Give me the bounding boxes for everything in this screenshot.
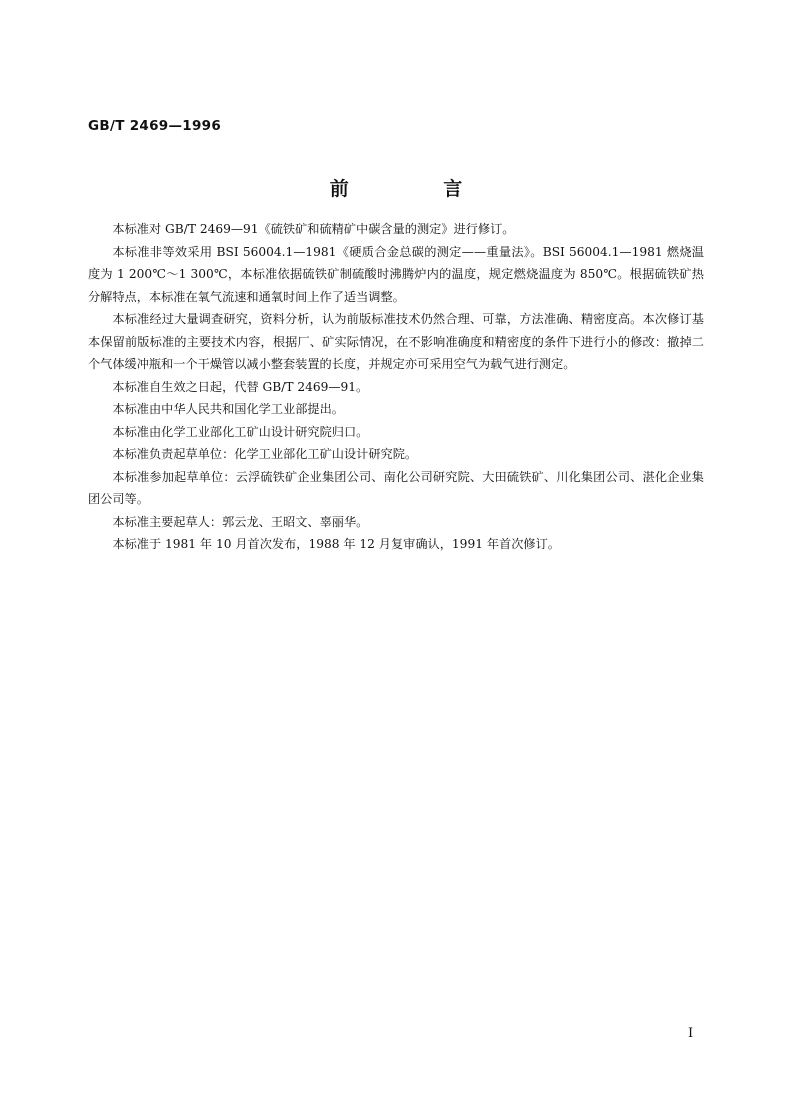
page-number: I xyxy=(688,1026,694,1041)
paragraph-equivalence: 本标准非等效采用 BSI 56004.1—1981《硬质合金总碳的测定——重量法》。BSI 56004.1—1981 燃烧温度为 1 200℃～1 300℃，本标准依据硫铁矿制硫酸时沸腾炉内的温度，规定燃烧温度为 850℃。根据硫铁矿热分解特点，本标准在氧气流速和通氧时间上作了适当调整。 xyxy=(88,244,704,304)
paragraph-replacement: 本标准自生效之日起，代替 GB/T 2469—91。 xyxy=(112,379,369,394)
standard-code-header: GB/T 2469—1996 xyxy=(88,118,222,134)
paragraph-lead-drafter: 本标准负责起草单位：化学工业部化工矿山设计研究院。 xyxy=(112,447,418,461)
paragraph-revision: 本标准对 GB/T 2469—91《硫铁矿和硫精矿中碳含量的测定》进行修订。 xyxy=(112,222,515,236)
paragraph-participants: 本标准参加起草单位：云浮硫铁矿企业集团公司、南化公司研究院、大田硫铁矿、川化集团公司、湛化企业集团公司等。 xyxy=(88,469,704,506)
paragraph-drafters: 本标准主要起草人：郭云龙、王昭文、辜丽华。 xyxy=(112,514,369,529)
page-title: 前 言 xyxy=(329,178,507,200)
paragraph-history: 本标准于 1981 年 10 月首次发布，1988 年 12 月复审确认，1991 年首次修订。 xyxy=(112,537,560,551)
paragraph-research: 本标准经过大量调查研究，资料分析，认为前版标准技术仍然合理、可靠，方法准确、精密度高。本次修订基本保留前版标准的主要技术内容，根据厂、矿实际情况，在不影响准确度和精密度的条件下进行小的修改：撤掉二个气体缓冲瓶和一个干燥管以减小整套装置的长度，并规定亦可采用空气为载气进行测定。 xyxy=(88,312,704,371)
paragraph-proposer: 本标准由中华人民共和国化学工业部提出。 xyxy=(112,402,344,416)
foreword-body xyxy=(88,218,704,556)
paragraph-centralized: 本标准由化学工业部化工矿山设计研究院归口。 xyxy=(112,424,369,439)
